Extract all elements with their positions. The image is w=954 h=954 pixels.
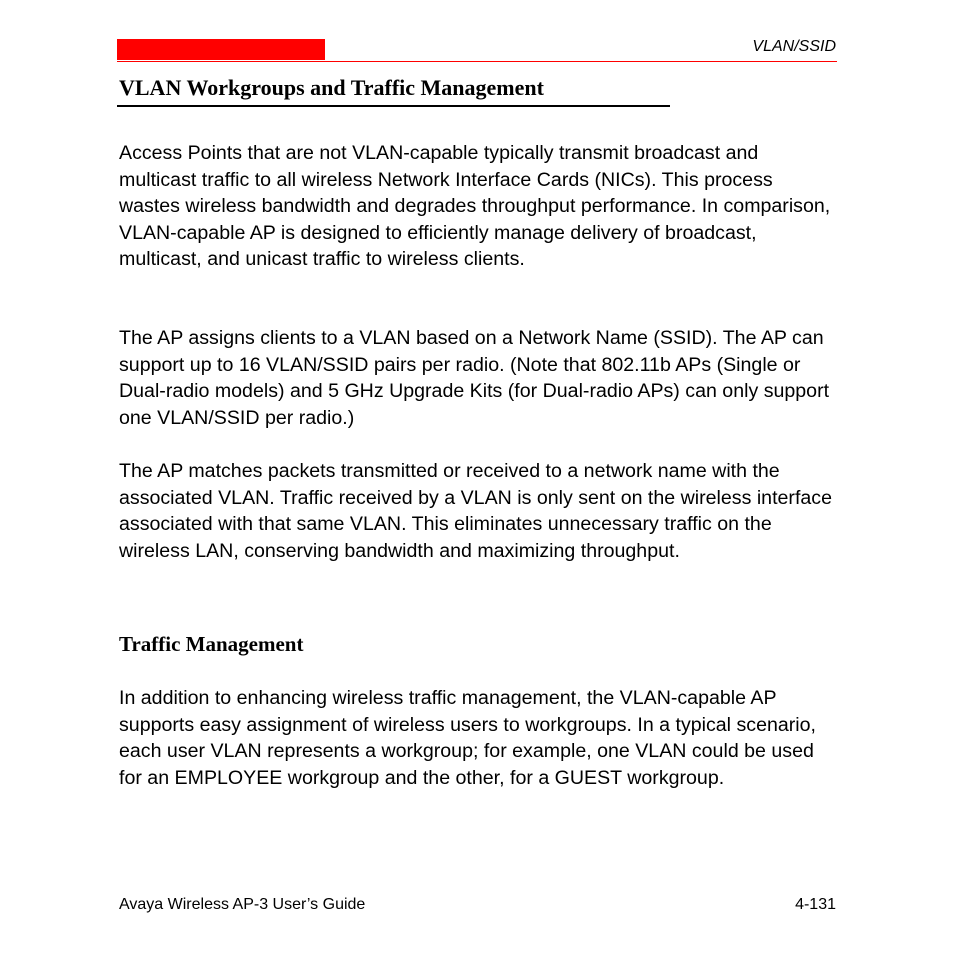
- footer-page-number: 4-131: [795, 896, 836, 913]
- title-underline: [117, 105, 670, 107]
- subheading-traffic-management: Traffic Management: [119, 632, 304, 656]
- paragraph-packet-matching: The AP matches packets transmitted or received to a network name with the associated VLAN. Traffic received by a VLAN is only sent on the wireless interface associated with that same VLAN. This eliminates unnecessary traffic on the wireless LAN, conserving bandwidth and maximizing throughput.: [119, 460, 832, 562]
- paragraph-vlan-capability: Access Points that are not VLAN-capable typically transmit broadcast and multicast traffic to all wireless Network Interface Cards (NICs). This process wastes wireless bandwidth and degrades throughput performance. In comparison, VLAN-capable AP is designed to efficiently manage delivery of broadcast, multicast, and unicast traffic to wireless clients.: [119, 142, 831, 270]
- section-label: VLAN/SSID: [752, 38, 836, 55]
- header-rule: [117, 61, 837, 62]
- footer-guide-title: Avaya Wireless AP-3 User’s Guide: [119, 896, 366, 913]
- paragraph-workgroups: In addition to enhancing wireless traffic management, the VLAN-capable AP supports easy assignment of wireless users to workgroups. In a typical scenario, each user VLAN represents a workgroup; for example, one VLAN could be used for an EMPLOYEE workgroup and the other, for a GUEST workgroup.: [119, 687, 816, 789]
- page-title: VLAN Workgroups and Traffic Management: [119, 75, 544, 100]
- header-red-bar: [117, 39, 325, 60]
- paragraph-ssid-assignment: The AP assigns clients to a VLAN based on a Network Name (SSID). The AP can support up to 16 VLAN/SSID pairs per radio. (Note that 802.11b APs (Single or Dual-radio models) and 5 GHz Upgrade Kits (for Dual-radio APs) can only support one VLAN/SSID per radio.): [119, 327, 830, 429]
